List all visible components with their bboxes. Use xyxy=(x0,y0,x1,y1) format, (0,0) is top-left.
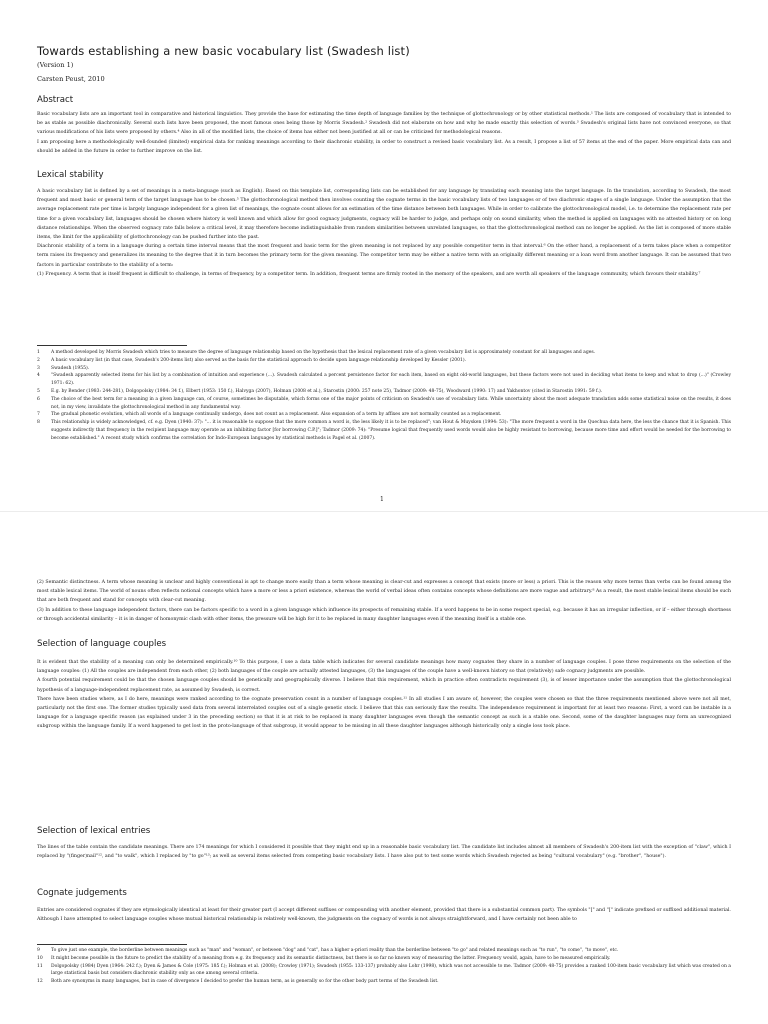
footnote-number: 4 xyxy=(37,373,40,379)
footnote-number: 6 xyxy=(37,396,40,402)
footnote-text: It might become possible in the future to predict the stability of a meaning from e.g. its frequency and its semantic distinctness, but there is so far no known way of measuring the latter. Frequency would, again, have to be measured empirically. xyxy=(51,955,611,961)
footnote-rule xyxy=(37,345,187,346)
body-paragraph: Entries are considered cognates if they are etymologically identical at least for their greater part (I accept different suffixes or compounding with another element, provided that there is a substantial common part). The symbols "[" and "[" indicate prefixed or suffixed additional material. xyxy=(37,908,731,913)
lexical-paragraph: (1) Frequency. A term that is itself frequent is difficult to challenge, in terms of frequency, by a competitor term. In addition, frequent terms are firmly rooted in the memory of the speakers, and are worth all speakers of the language community, which favours their stability.⁷ xyxy=(37,271,701,277)
body-paragraph: The lines of the table contain the candidate meanings. There are 174 meanings for which I considered it possible that they might end up in a reasonable basic vocabulary list. The candidate list includes almost all members of Swadesh's 200-item list with the exception of "claw", which I replaced by "(finger)nail"¹², and "to walk", which I replaced by "to go"¹³; as well as several items selected from competing basic vocabulary lists. I have also put to test some words which Swadesh rejected as being "cultural vocabulary" (e.g. "brother", "house"). xyxy=(37,845,731,860)
footnote-text: A basic vocabulary list (in that case, Swadesh's 200-items list) also served as the basis for the statistical approach to decide upon language relationship developed by Kessler (2001). xyxy=(51,357,466,363)
footnote-text: Dolgopolsky (1984) Dyen (1964: 242 f.); Dyen & James & Cole (1975: 185 f.); Holman et al. (2008); Crowley (1971); Swadesh (1955: 133-137) probably also Lohr (1998), which was not accessible to me. Tadmor (2009: 48-75) provides a ranked 100-item basic vocabulary list which was created on a large statistical basis but considers diachronic stability only as one among several criteria. xyxy=(51,963,731,977)
footnote-text: Both are synonyms in many languages, but in case of divergence I decided to prefer the human term, as is generally so for the other body part terms of the Swadesh list. xyxy=(51,979,439,985)
footnote-number: 7 xyxy=(37,412,40,418)
footnote xyxy=(37,372,731,388)
footnote-number: 12 xyxy=(37,979,43,985)
footnote xyxy=(37,357,731,365)
footnotes-page-2 xyxy=(37,947,731,986)
footnote-text: This relationship is widely acknowledged, cf. e.g. Dyen (1940: 37): "... it is reasonable to suppose that the more common a word is, the less likely it is to be replaced"; van Hout & Muysken (1994: 53): "The more frequent a word in the Quechua data here, the less the chance that it is Spanish. This suggests indirectly that frequency in the recipient language may operate as an inhibiting factor [for borrowing C.P.]"; Tadmor (2009: 74): "Presume logical that frequently used words would also be highly resistant to borrowing, because more time and effort would be needed for the borrowing to become established." A recent study which confirms the correlation for Indo-European languages by statistical methods is Pagel et al. (2007). xyxy=(51,420,731,441)
footnote xyxy=(37,963,731,979)
footnote xyxy=(37,419,731,442)
footnote-number: 5 xyxy=(37,388,40,394)
body-paragraph: A fourth potential requirement could be that the chosen language couples should be genetically and geographically diverse. I believe that this requirement, which in practice often contradicts requirement (3), is of lesser importance under the assumption that the glottochronological hypothesis of a language-independent replacement rate, as assumed by Swadesh, is correct. xyxy=(37,678,731,693)
footnote xyxy=(37,978,731,986)
paper-version: (Version 1) xyxy=(37,61,74,69)
footnote-text: The choice of the best term for a meaning in a given language can, of course, sometimes be disputable, which forms one of the major points of criticism on Swadesh's use of vocabulary lists. While uncertainty about the most adequate translation adds some statistical noise on the results, it does not, in my view, invalidate the glottochronological method in any fundamental way. xyxy=(51,396,731,410)
footnote-number: 9 xyxy=(37,948,40,953)
body-paragraph: (2) Semantic distinctness. A term whose meaning is unclear and highly conventional is apt to change more easily than a term whose meaning is clear-cut and expresses a concept that exists (more or less) a priori. This is the reason why more terms than verbs can be found among the most stable lexical items. The world of nouns often reflects notional concepts which have a more or less a priori existence, whereas the world of verbal ideas often contains concepts whose definitions are more vague and arbitrary.⁸ As a result, the most stable lexical items should be such that are both frequent and stand for concepts with clear-cut meaning. xyxy=(37,580,731,604)
lexical-stability-body xyxy=(37,187,731,279)
footnote-text: A method developed by Morris Swadesh which tries to measure the degree of language relationship based on the hypothesis that the lexical replacement rate of a given vocabulary list is approximately constant for all languages and ages. xyxy=(51,350,596,355)
paper-author-year: Carsten Peust, 2010 xyxy=(37,75,105,83)
footnote xyxy=(37,349,731,357)
footnote-number: 2 xyxy=(37,357,40,363)
footnote-number: 11 xyxy=(37,963,43,969)
footnotes-page-1 xyxy=(37,349,731,443)
footnote-number: 3 xyxy=(37,365,40,371)
footnote-rule xyxy=(37,944,187,945)
semantic-distinctness-body xyxy=(37,578,731,624)
paper-title: Towards establishing a new basic vocabulary list (Swadesh list) xyxy=(37,44,410,58)
body-paragraph: (3) In addition to these language independent factors, there can be factors specific to a word in a given language which influence its prospects of remaining stable. If a word happens to be in some respect special, e.g. because it has an irregular inflection, or if – either through shortness or through accidental similarity – it is in danger of homonymic clash with other items, the pressure will be high for it to be replaced in many daughter languages even if the meaning itself is a stable one. xyxy=(37,607,731,622)
lexical-entries-body xyxy=(37,843,731,861)
cognate-judgements-body xyxy=(37,906,731,924)
body-paragraph: There have been studies where, as I do here, meanings were ranked according to the cognate preservation count in a number of language couples.¹¹ In all studies I am aware of, however, the couples were chosen so that the three requirements mentioned above were not all met, particularly not the first one. The former studies typically used data from several interrelated couples out of a single genetic stock. I believe that this can seriously flaw the results. The independence requirement is important for at least two reasons: First, a word can be instable in a language for a language specific reason (as explained under 3 in the preceding section) so that it is at risk to be replaced in many daughter languages even though the semantic concept as such is a stable one. Second, some of the daughter languages may form an unrecognized subgroup within the language family. If a word happened to get lost in the proto-language of that subgroup, it would appear to be missing in all these daughter languages although historically only a single loss took place. xyxy=(37,696,731,730)
footnote xyxy=(37,396,731,412)
page-number: 1 xyxy=(380,496,384,503)
footnote xyxy=(37,955,731,963)
footnote-text: "Swadesh apparently selected items for his list by a combination of intuition and experience (...). Swadesh calculated a percent persistence factor for each item, based on eight old-world languages, but these factors were not used in deciding what items to keep and what to drop (...)" (Crowley 1971: 62). xyxy=(51,373,731,387)
language-couples-body xyxy=(37,658,731,732)
lexical-paragraph: Diachronic stability of a term in a language during a certain time interval means that the most frequent and basic term for the given meaning is not replaced by any possible competitor term in that interval.⁶ On the other hand, a replacement of a term takes place when a competitor term raises its frequency and generalizes its meaning to the degree that it in turn becomes the primary term for the given meaning. The competitor term may be either a native term with an originally different meaning or a loan word from another language. It can be assumed that two factors in particular contribute to the stability of a term: xyxy=(37,244,731,268)
footnote-number: 10 xyxy=(37,955,43,961)
abstract-paragraph: Basic vocabulary lists are an important tool in comparative and historical linguistics. They provide the base for estimating the time depth of language families by the technique of glottochronology or by other statistical methods.¹ The lists are composed of vocabulary that is intended to be as stable as possible diachronically. Several such lists have been proposed, the most famous ones being those by Morris Swadesh.² Swadesh did not elaborate on how and why he made exactly this selection of words.³ Swadesh's original lists have not convinced everyone, so that various modifications of his lists were proposed by others.⁴ Also in all of the modified lists, the choice of items has either not been justified at all or can be criticized for methodological reasons. xyxy=(37,112,731,136)
abstract-paragraph: I am proposing here a methodologically well-founded (limited) empirical data for ranking meanings according to their diachronic stability, in order to construct a revised basic vocabulary list. As a result, I propose a list of 57 items at the end of the paper. More empirical data can and should be added in the future in order to further improve on the list. xyxy=(37,139,731,154)
body-paragraph: It is evident that the stability of a meaning can only be determined empirically.¹⁰ To this purpose, I use a data table which indicates for several candidate meanings how many cognates they share in a number of language couples. I pose three requirements on the selection of the language couples: (1) All the couples are independent from each other, (2) both languages of the couple are actually attested languages, (3) the languages of the couple have a well-known history so that (relatively) safe cognacy judgments are possible. xyxy=(37,660,731,675)
footnote-text: To give just one example, the borderline between meanings such as "man" and "woman", or between "dog" and "cat", has a higher a-priori reality than the borderline between "to go" and related meanings such as "to run", "to come", "to move", etc. xyxy=(51,948,619,953)
page-2 xyxy=(0,512,768,1024)
footnote-number: 1 xyxy=(37,350,40,355)
abstract-heading: Abstract xyxy=(37,95,74,105)
footnote xyxy=(37,411,731,419)
lexical-paragraph: A basic vocabulary list is defined by a set of meanings in a meta-language (such as English). Based on this template list, corresponding lists can be established for any language by translating each meaning into the target language. In the translation, according to Swadesh, the most frequent and most basic or general term of the target language has to be chosen.⁵ The glottochronological method then involves counting the cognate terms in the basic vocabulary lists of two languages or of two diachronic stages of a single language. Under the assumption that the average replacement rate per time is largely language independent for a given list of meanings, the cognate count allows for an estimation of the time distance between both languages. While in order to calibrate the glottochronological model, i.e. to determine the replacement rate per time for a given vocabulary list, languages should be chosen where history is well known and which allow for good cognacy judgments, cognacy will be harder to judge, and perhaps only on sound similarity, when the method is applied on languages with no attested history or on long distance relationships. When the observed cognacy rate falls below a critical level, it may therefore become indistinguishable from random similarities between unrelated languages, so that the glottochronological method can no longer be applied. As the list is composed of more stable items, the limit for the applicability of glottochronology can be pushed further into the past. xyxy=(37,189,731,241)
language-couples-heading: Selection of language couples xyxy=(37,639,167,649)
footnote xyxy=(37,365,731,373)
lexical-stability-heading: Lexical stability xyxy=(37,170,104,180)
cognate-judgements-heading: Cognate judgements xyxy=(37,888,127,898)
footnote xyxy=(37,388,731,396)
lexical-entries-heading: Selection of lexical entries xyxy=(37,826,151,836)
footnote-text: The gradual phonetic evolution, which all words of a language continually undergo, does not count as a replacement. Also expansion of a term by affixes are not normally counted as a replacement. xyxy=(51,412,502,418)
footnote xyxy=(37,947,731,955)
footnote-text: Swadesh (1955). xyxy=(51,365,90,371)
body-paragraph: Although I have attempted to select language couples whose mutual historical relationship is relatively well-known, the judgments on the cognacy of words is not always straightforward, and I have certainly not been able to xyxy=(37,917,577,923)
abstract-body xyxy=(37,110,731,156)
footnote-number: 8 xyxy=(37,420,40,426)
footnote-text: E.g. by Bender (1983: 244-281), Dolgopolsky (1984: 34 f.), Elbert (1953: 150 f.), Halvyga (2007), Holman (2008 et al.), Starostin (2000: 257 note 25), Tadmor (2009: 48-75), Woodward (1990: 17) and Yakhontov (cited in Starostin 1991: 59 f.). xyxy=(51,388,603,394)
